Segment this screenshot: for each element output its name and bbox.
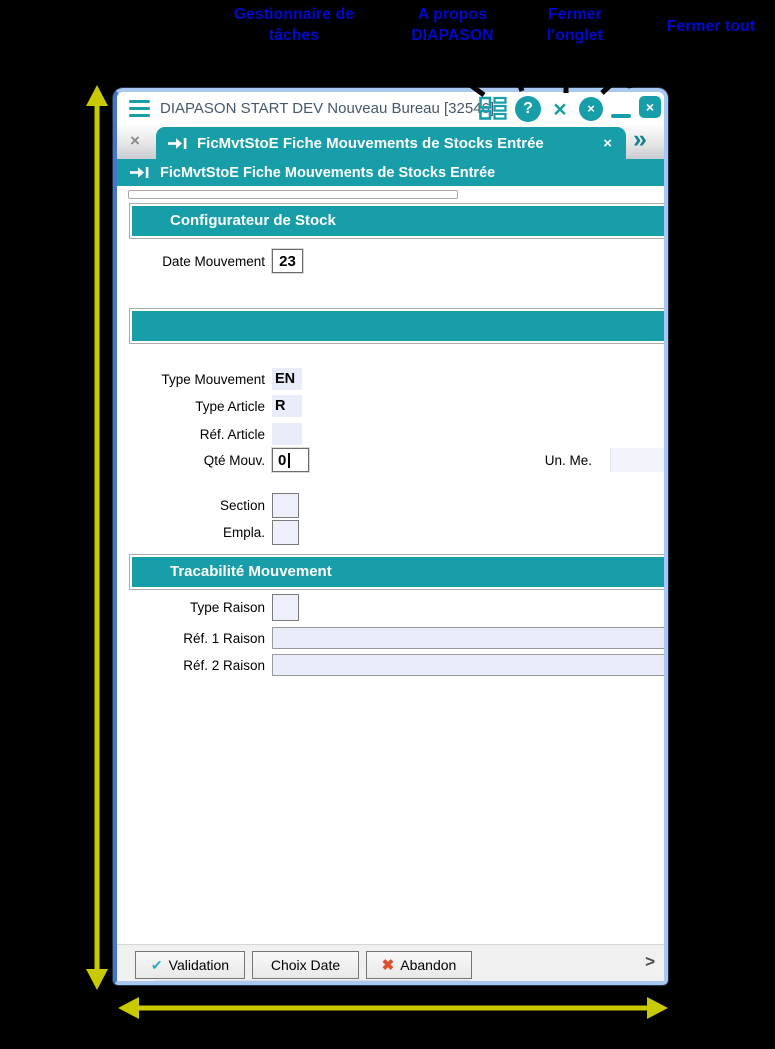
field-row-ref1-raison [117, 626, 664, 650]
annotation-line: A propos [417, 6, 488, 23]
tab-label: FicMvtStoE Fiche Mouvements de Stocks Entrée [197, 134, 544, 152]
section-tracabilite [129, 554, 664, 590]
scroll-right-icon[interactable]: > [645, 952, 655, 971]
button-bar [117, 944, 664, 981]
type-raison-label: Type Raison [189, 599, 265, 615]
un-me-label: Un. Me. [544, 452, 592, 468]
type-mouvement-input[interactable]: EN [272, 368, 302, 390]
annotation-close-all [648, 16, 774, 37]
empla-input[interactable] [272, 520, 299, 545]
choix-date-button[interactable] [252, 951, 359, 979]
annotation-close-tab [512, 4, 638, 46]
button-shadow [155, 980, 470, 982]
section-mouvement [129, 308, 664, 344]
minimize-icon[interactable] [611, 114, 631, 118]
close-all-icon[interactable]: × [579, 97, 603, 121]
field-row-ref2-raison [117, 653, 664, 677]
section-label: Section [219, 497, 265, 513]
section-configurateur-de-stock [129, 203, 664, 239]
window-title: DIAPASON START DEV Nouveau Bureau [32546] [160, 100, 495, 117]
diapason-window [113, 88, 668, 985]
abandon-button[interactable] [366, 951, 472, 979]
form-content [117, 186, 664, 944]
date-mouvement-label: Date Mouvement [162, 253, 265, 269]
field-row-date-mouvement [117, 248, 303, 274]
qte-mouv-input[interactable]: 0 [272, 448, 309, 472]
type-raison-input[interactable] [272, 594, 299, 621]
form-header-label: FicMvtStoE Fiche Mouvements de Stocks Entrée [160, 164, 496, 181]
collapsed-group-box [128, 190, 458, 199]
annotation-line: Gestionnaire de [233, 6, 355, 23]
section-title: Tracabilité Mouvement [132, 557, 664, 587]
section-title: Configurateur de Stock [132, 206, 664, 236]
tabbar-close-icon[interactable]: × [130, 131, 140, 150]
help-icon[interactable]: ? [515, 96, 541, 122]
ref-article-input[interactable] [272, 423, 302, 445]
annotation-line: DIAPASON [411, 27, 494, 44]
field-row-empla [117, 519, 299, 545]
annotation-line: tâches [268, 27, 320, 44]
field-row-type-raison [117, 593, 299, 621]
titlebar [117, 92, 664, 125]
field-row-qte-mouv [117, 447, 309, 473]
annotation-line: l'onglet [546, 27, 604, 44]
tab-close-icon[interactable]: × [603, 134, 612, 152]
field-row-ref-article [117, 423, 302, 445]
un-me-input[interactable] [610, 448, 664, 472]
ref-article-label: Réf. Article [199, 426, 265, 442]
annotation-task-manager [213, 4, 375, 46]
field-row-section [117, 492, 299, 518]
type-article-input[interactable]: R [272, 395, 302, 417]
qte-mouv-label: Qté Mouv. [203, 452, 265, 468]
abandon-button-label: Abandon [400, 957, 457, 973]
goto-form-icon [130, 166, 150, 179]
close-window-button[interactable]: × [639, 96, 661, 118]
section-title-empty [132, 311, 664, 341]
field-row-un-me [497, 447, 664, 473]
choix-date-button-label: Choix Date [270, 957, 341, 973]
task-manager-icon[interactable] [479, 96, 507, 121]
type-article-label: Type Article [195, 398, 265, 414]
ref1-raison-input[interactable] [272, 627, 664, 649]
width-arrow [118, 997, 668, 1019]
ref2-raison-input[interactable] [272, 654, 664, 676]
tab-fiche-mouvements[interactable] [156, 127, 626, 159]
field-row-type-mouvement [117, 368, 302, 390]
validation-button[interactable] [135, 951, 245, 979]
tab-bar [117, 125, 664, 159]
tab-overflow-icon[interactable]: » [633, 125, 647, 153]
empla-label: Empla. [222, 524, 265, 540]
ref2-raison-label: Réf. 2 Raison [183, 657, 265, 673]
cross-icon: ✖ [381, 957, 395, 974]
ref1-raison-label: Réf. 1 Raison [183, 630, 265, 646]
annotation-line: Fermer [548, 6, 602, 23]
validation-button-label: Validation [168, 957, 230, 973]
date-mouvement-input[interactable]: 23 [272, 249, 303, 273]
check-icon: ✔ [150, 956, 163, 973]
titlebar-icons [479, 92, 661, 125]
section-input[interactable] [272, 493, 299, 518]
height-arrow [86, 85, 108, 990]
annotation-line: Fermer tout [666, 18, 756, 35]
goto-tab-icon [168, 137, 188, 150]
menu-icon[interactable] [129, 100, 150, 117]
annotation-about-diapason [380, 4, 525, 46]
field-row-type-article [117, 395, 302, 417]
form-header [117, 159, 664, 186]
type-mouvement-label: Type Mouvement [161, 371, 265, 387]
close-tab-icon[interactable]: × [553, 95, 567, 122]
